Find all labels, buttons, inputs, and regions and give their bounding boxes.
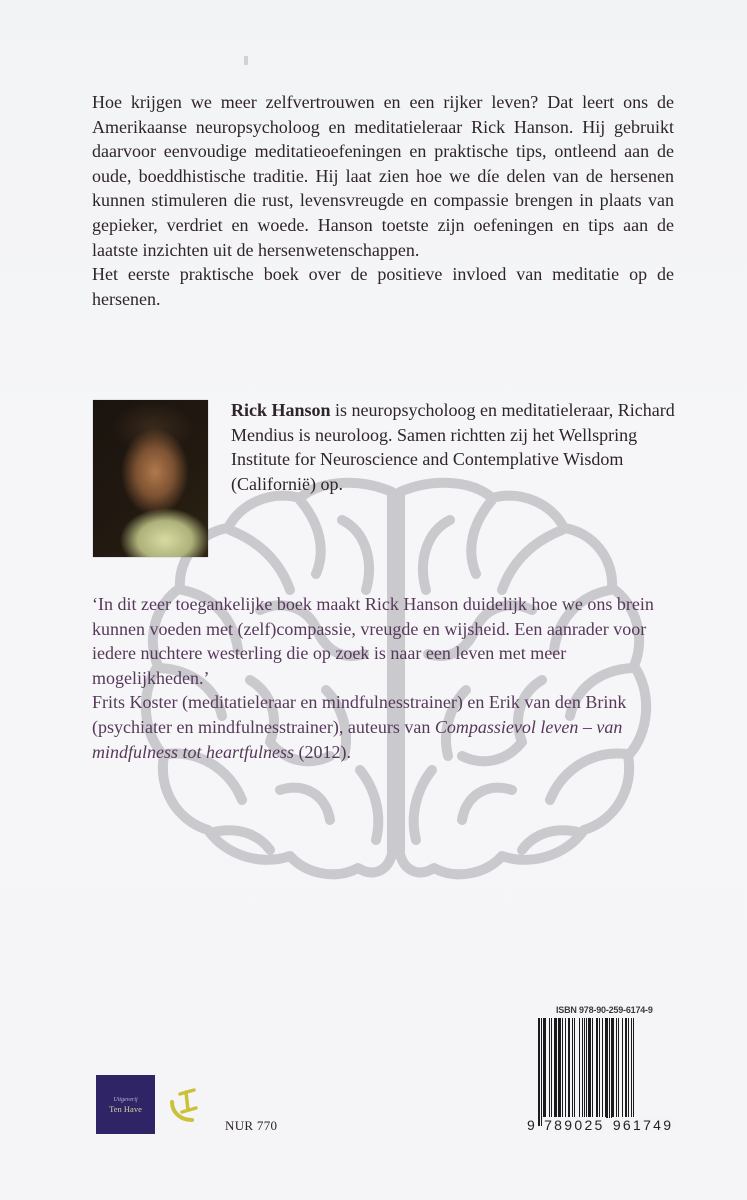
ean-first-digit: 9 (527, 1117, 538, 1133)
author-name: Rick Hanson (231, 400, 331, 420)
author-bio-text: is neuropsycholoog en meditatieleraar, Richard Mendius is neuroloog. Samen richtten zij het Wellspring Institute for Neuroscience and Contemplative Wisdom (Californië) op. (231, 400, 675, 494)
book-description (92, 90, 674, 311)
description-paragraph-1: Hoe krijgen we meer zelfvertrouwen en een rijker leven? Dat leert ons de Amerikaanse neuropsycholoog en meditatieleraar Rick Hanson. Hij gebruikt daarvoor eenvoudige meditatieoefeningen en praktische tips, ontleend aan de oude, boeddhistische traditie. Hij laat zien hoe we díe delen van de hersenen kunnen stimuleren die rust, levensvreugde en compassie brengen in plaats van gepieker, verdriet en woede. Hanson toetste zijn oefeningen en tips aan de laatste inzichten uit de hersenwetenschappen. (92, 92, 674, 260)
publisher-logo (96, 1075, 155, 1134)
attribution-prefix: Frits Koster (meditatieleraar en mindfulnesstrainer) en Erik van den Brink (psychiater en mindfulnesstrainer), auteurs van (92, 692, 627, 737)
isbn-label: ISBN 978-90-259-6174-9 (556, 1005, 653, 1015)
publisher-label-big: Ten Have (109, 1103, 142, 1114)
attribution-suffix: (2012). (294, 741, 351, 762)
isbn-barcode (538, 1018, 676, 1126)
quote-text: ‘In dit zeer toegankelijke boek maakt Rick Hanson duidelijk hoe we ons brein kunnen voeden met (zelf)compassie, vreugde en wijsheid. Een aanrader voor iedere nuchtere westerling die op zoek is naar een leven met meer mogelijkheden.’ (92, 594, 654, 688)
quote-attribution (92, 690, 674, 764)
cited-book-title: Compassievol leven – van mindfulness tot heartfulness (92, 716, 623, 762)
nur-code: NUR 770 (225, 1118, 278, 1133)
author-bio (231, 398, 675, 496)
print-speck (244, 56, 248, 65)
endorsement-quote (92, 592, 674, 764)
ten-have-h-logo-icon (166, 1086, 206, 1126)
description-paragraph-2: Het eerste praktische boek over de positieve invloed van meditatie op de hersenen. (92, 264, 674, 309)
ean-digits (527, 1117, 674, 1133)
ean-right-group: 961749 (612, 1117, 674, 1133)
author-photo (93, 400, 208, 557)
publisher-label-small: Uitgeverij (113, 1096, 138, 1103)
ean-left-group: 789025 (544, 1117, 605, 1133)
